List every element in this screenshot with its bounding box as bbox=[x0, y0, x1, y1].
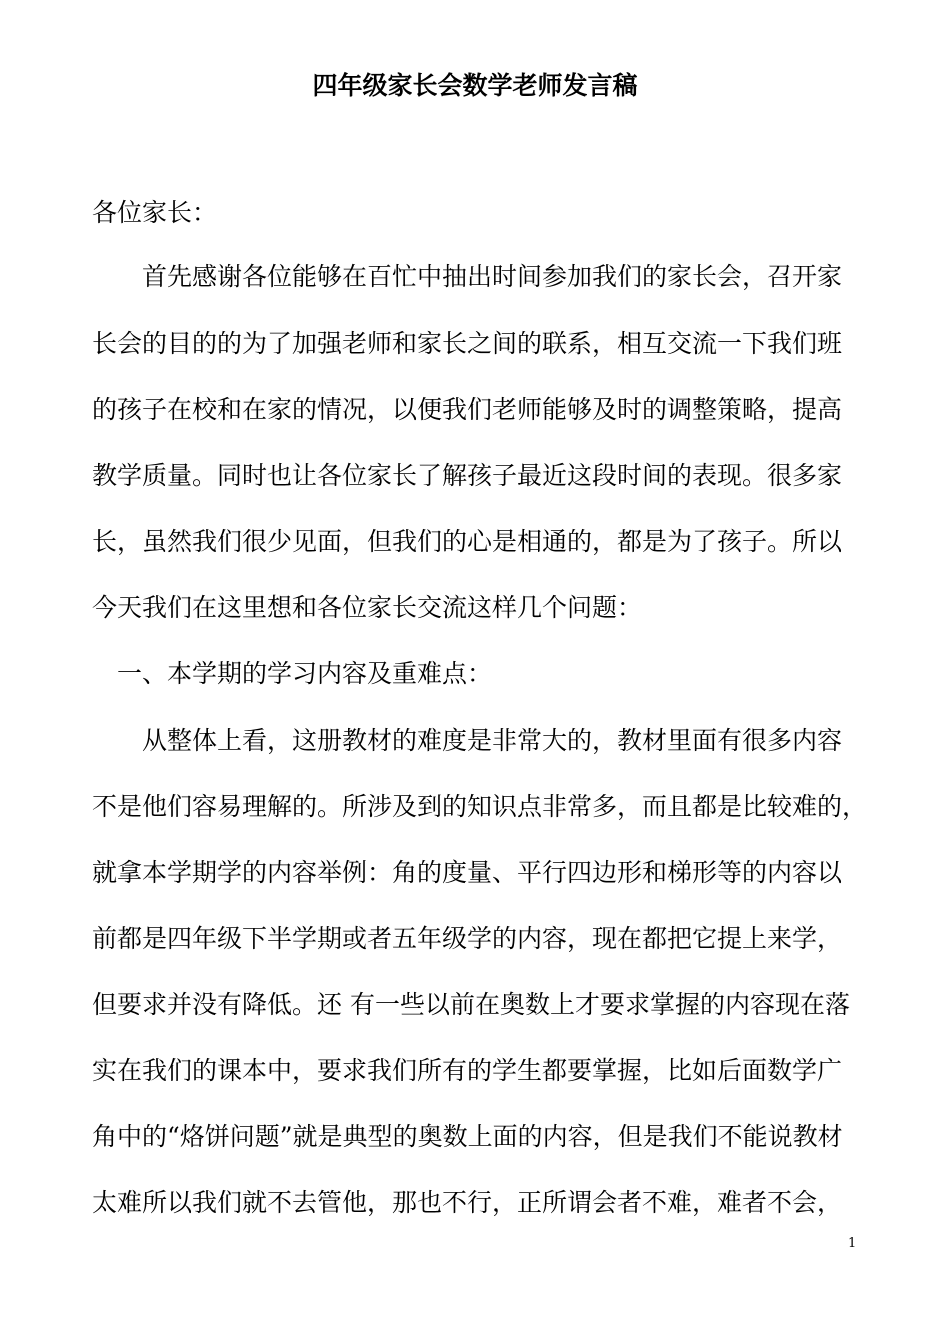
document-title: 四年级家长会数学老师发言稿 bbox=[312, 71, 638, 100]
paragraph-1-line: 长，虽然我们很少见面，但我们的心是相通的，都是为了孩子。所以 bbox=[92, 527, 843, 556]
paragraph-1-line: 今天我们在这里想和各位家长交流这样几个问题： bbox=[92, 593, 643, 622]
salutation: 各位家长： bbox=[92, 198, 218, 227]
paragraph-1-line: 的孩子在校和在家的情况，以便我们老师能够及时的调整策略，提高 bbox=[92, 395, 843, 424]
paragraph-2-line: 不是他们容易理解的。所涉及到的知识点非常多，而且都是比较难的， bbox=[92, 792, 868, 821]
paragraph-2-line: 角中的“烙饼问题”就是典型的奥数上面的内容，但是我们不能说教材 bbox=[92, 1122, 843, 1151]
paragraph-1-line: 教学质量。同时也让各位家长了解孩子最近这段时间的表现。很多家 bbox=[92, 461, 843, 490]
paragraph-1-line: 长会的目的的为了加强老师和家长之间的联系，相互交流一下我们班 bbox=[92, 329, 843, 358]
section-heading: 一、本学期的学习内容及重难点： bbox=[117, 659, 493, 688]
paragraph-2-line: 从整体上看，这册教材的难度是非常大的，教材里面有很多内容 bbox=[142, 726, 843, 755]
paragraph-1-line: 首先感谢各位能够在百忙中抽出时间参加我们的家长会，召开家 bbox=[142, 262, 843, 291]
paragraph-2-line: 实在我们的课本中，要求我们所有的学生都要掌握，比如后面数学广 bbox=[92, 1056, 843, 1085]
paragraph-2-line: 但要求并没有降低。还 有一些以前在奥数上才要求掌握的内容现在落 bbox=[92, 990, 850, 1019]
page-number: 1 bbox=[848, 1236, 857, 1251]
paragraph-2-line: 前都是四年级下半学期或者五年级学的内容，现在都把它提上来学， bbox=[92, 924, 843, 953]
paragraph-2-line: 太难所以我们就不去管他，那也不行，正所谓会者不难，难者不会， bbox=[92, 1188, 843, 1217]
paragraph-2-line: 就拿本学期学的内容举例：角的度量、平行四边形和梯形等的内容以 bbox=[92, 858, 843, 887]
